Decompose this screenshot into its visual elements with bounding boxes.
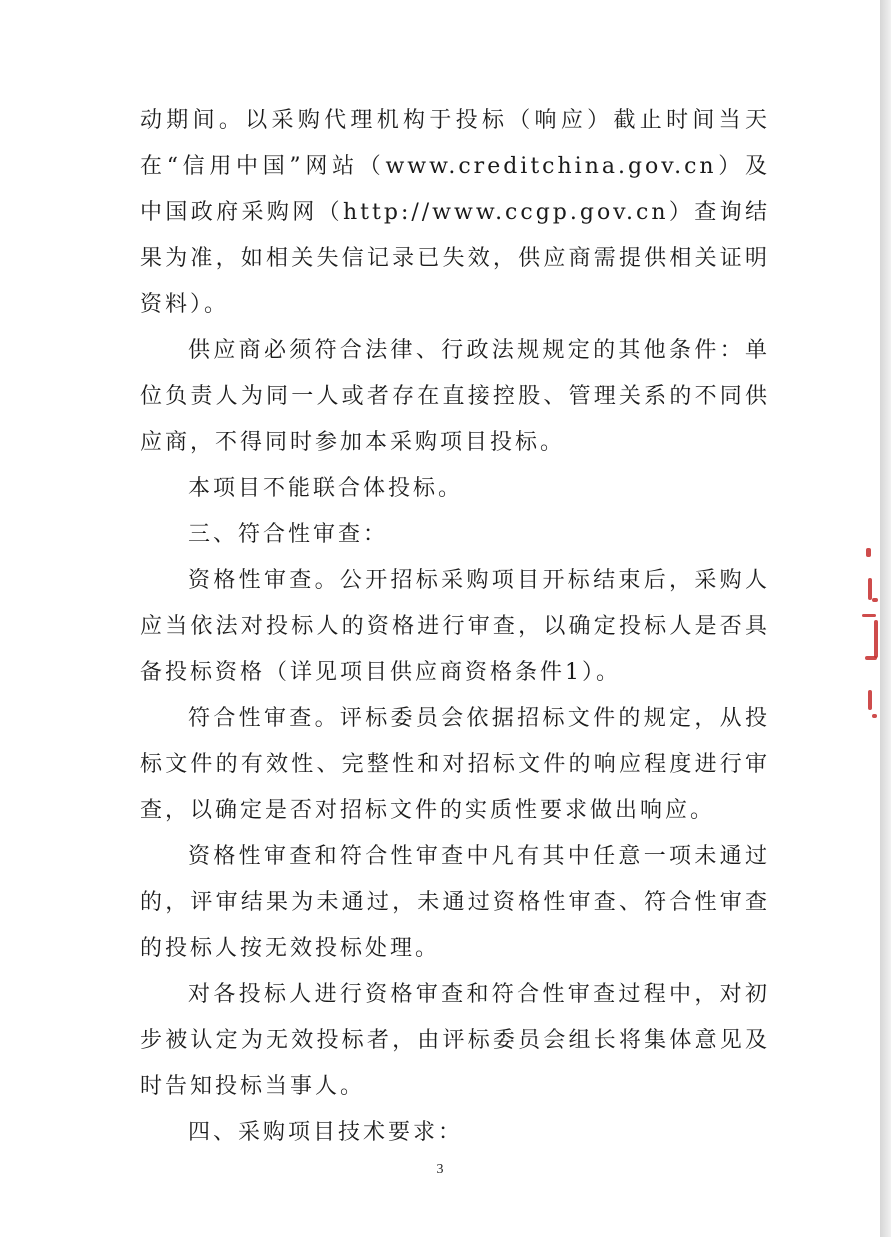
paragraph-qualification-review: 资格性审查。公开招标采购项目开标结束后，采购人应当依法对投标人的资格进行审查，以确定投标人是否具备投标资格（详见项目供应商资格条件1）。 xyxy=(140,568,770,685)
paragraph-no-consortium: 本项目不能联合体投标。 xyxy=(188,476,464,501)
section-heading-technical-requirements: 四、采购项目技术要求： xyxy=(188,1120,464,1145)
scan-edge xyxy=(880,0,891,1237)
page-number: 3 xyxy=(436,1162,444,1177)
paragraph-invalid-bid-notice: 对各投标人进行资格审查和符合性审查过程中，对初步被认定为无效投标者，由评标委员会组长将集体意见及时告知投标当事人。 xyxy=(140,982,770,1099)
paragraph-compliance-review: 符合性审查。评标委员会依据招标文件的规定，从投标文件的有效性、完整性和对招标文件的响应程度进行审查，以确定是否对招标文件的实质性要求做出响应。 xyxy=(140,706,770,823)
document-body xyxy=(140,98,770,1156)
paragraph-review-failure: 资格性审查和符合性审查中凡有其中任意一项未通过的，评审结果为未通过，未通过资格性审查、符合性审查的投标人按无效投标处理。 xyxy=(140,844,770,961)
section-heading-compliance-review: 三、符合性审查： xyxy=(188,522,389,547)
paragraph-other-conditions: 供应商必须符合法律、行政法规规定的其他条件：单位负责人为同一人或者存在直接控股、管理关系的不同供应商，不得同时参加本采购项目投标。 xyxy=(140,338,770,455)
paragraph-continuation: 动期间。以采购代理机构于投标（响应）截止时间当天在“信用中国”网站（www.creditchina.gov.cn）及中国政府采购网（http://www.ccgp.gov.cn）查询结果为准，如相关失信记录已失效，供应商需提供相关证明资料）。 xyxy=(140,108,770,317)
